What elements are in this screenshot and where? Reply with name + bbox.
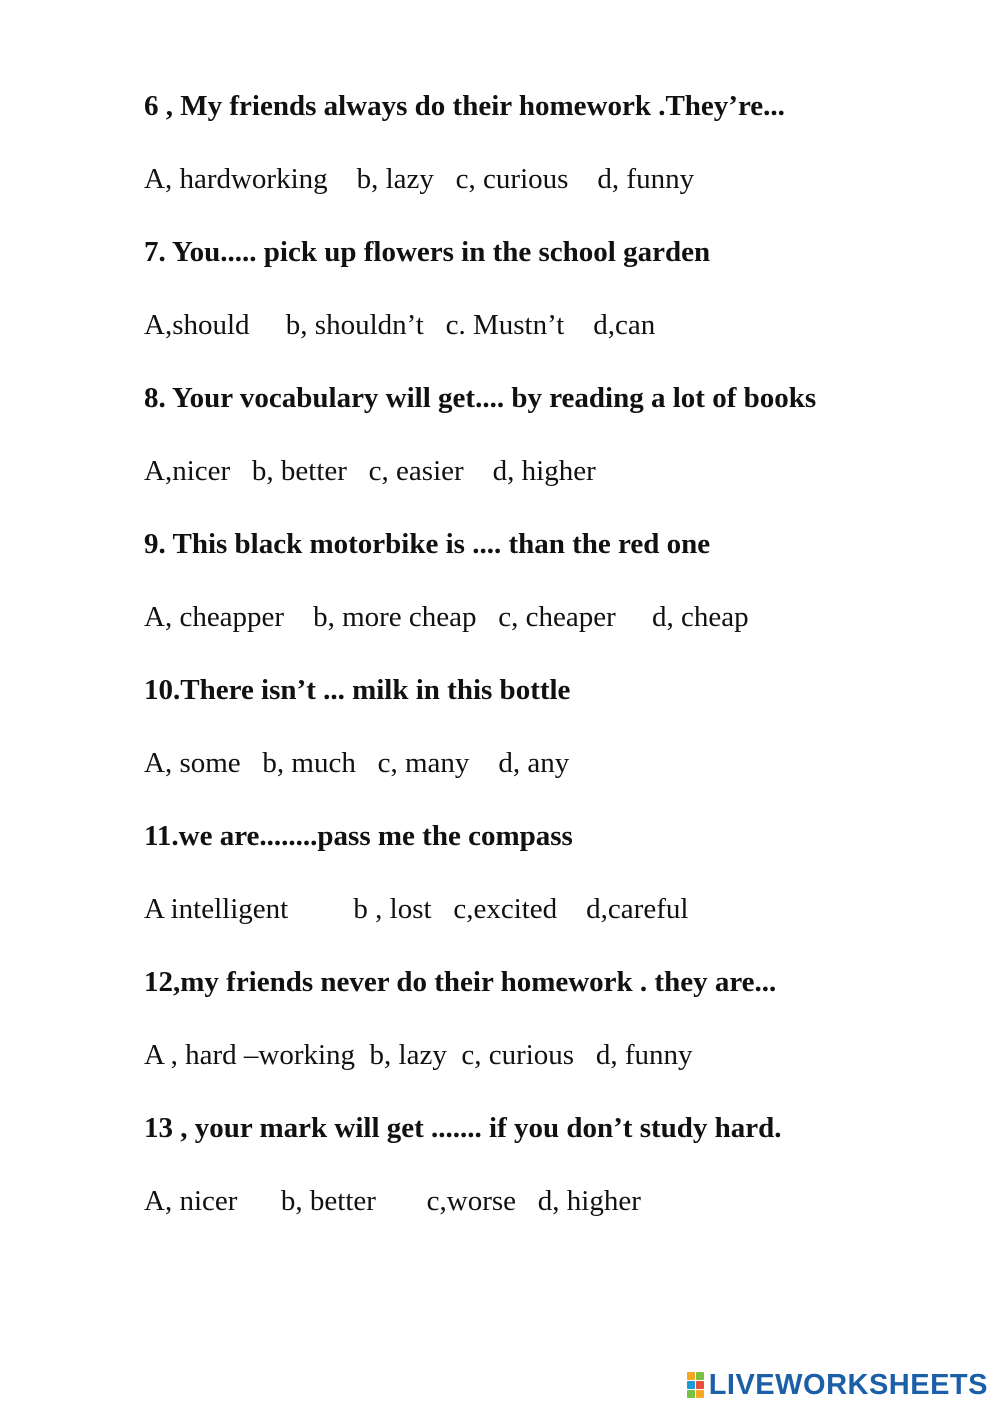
- question-text: 6 , My friends always do their homework .They’re...: [144, 90, 785, 122]
- question-text: 8. Your vocabulary will get.... by reading a lot of books: [144, 382, 817, 414]
- answer-options: A , hard –working b, lazy c, curious d, funny: [144, 1039, 693, 1071]
- question-text: 13 , your mark will get ....... if you don’t study hard.: [144, 1112, 782, 1144]
- answer-options: A,nicer b, better c, easier d, higher: [144, 455, 596, 487]
- answer-options: A,should b, shouldn’t c. Mustn’t d,can: [144, 309, 656, 341]
- liveworksheets-logo-icon: [687, 1372, 705, 1398]
- answer-options: A intelligent b , lost c,excited d,careful: [144, 893, 689, 925]
- question-block-11: [144, 822, 964, 941]
- question-block-12: [144, 968, 964, 1087]
- question-block-10: [144, 676, 964, 795]
- question-text: 9. This black motorbike is .... than the red one: [144, 528, 711, 560]
- answer-options: A, hardworking b, lazy c, curious d, funny: [144, 163, 695, 195]
- question-text: 10.There isn’t ... milk in this bottle: [144, 674, 571, 706]
- answer-options: A, some b, much c, many d, any: [144, 747, 570, 779]
- question-block-13: [144, 1114, 964, 1233]
- question-block-7: [144, 238, 964, 357]
- question-block-6: [144, 92, 964, 211]
- question-text: 7. You..... pick up flowers in the school garden: [144, 236, 711, 268]
- brand-text: LIVEWORKSHEETS: [708, 1368, 988, 1401]
- liveworksheets-watermark: [687, 1368, 988, 1402]
- answer-options: A, nicer b, better c,worse d, higher: [144, 1185, 641, 1217]
- worksheet: [144, 92, 964, 1260]
- question-block-9: [144, 530, 964, 649]
- question-text: 11.we are........pass me the compass: [144, 820, 573, 852]
- question-block-8: [144, 384, 964, 503]
- question-text: 12,my friends never do their homework . they are...: [144, 966, 777, 998]
- answer-options: A, cheapper b, more cheap c, cheaper d, cheap: [144, 601, 749, 633]
